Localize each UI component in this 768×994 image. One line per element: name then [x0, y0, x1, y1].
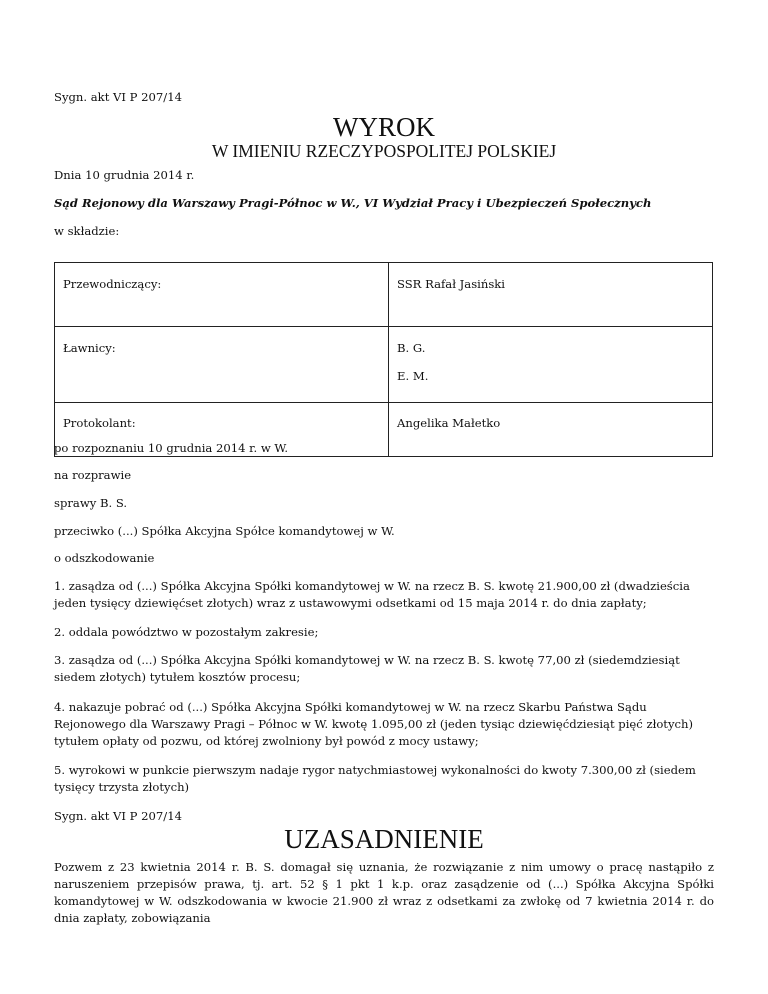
court-name: Sąd Rejonowy dla Warszawy Pragi-Północ w W., VI Wydział Pracy i Ubezpieczeń Społecznych	[54, 196, 652, 210]
case-number: Sygn. akt VI P 207/14	[54, 90, 182, 104]
composition-intro: w składzie:	[54, 224, 120, 238]
justification-text: Pozwem z 23 kwietnia 2014 r. B. S. domagał się uznania, że rozwiązanie z nim umowy o pracę nastąpiło z naruszeniem przepisów prawa, tj. art. 52 § 1 pkt 1 k.p. oraz zasądzenie od (...) Spółka Akcyjna Spółki komandytowej w W. odszkodowania w kwocie 21.900 zł wraz z odsetkami za zwłokę od 7 kwietnia 2014 r. do dnia zapłaty, zobowiązania	[54, 860, 714, 925]
chair-value-cell	[389, 263, 713, 327]
chair-row	[55, 263, 713, 327]
lay-judge-1: B. G.	[397, 341, 426, 355]
lay-judges-row	[55, 327, 713, 403]
proceedings-line-4: przeciwko (...) Spółka Akcyjna Spółce komandytowej w W.	[54, 524, 395, 538]
justification-title: UZASADNIENIE	[284, 824, 484, 854]
justification-case-number: Sygn. akt VI P 207/14	[54, 809, 182, 823]
lay-judges-value-cell	[389, 327, 713, 403]
ruling-item-1: 1. zasądza od (...) Spółka Akcyjna Spółki komandytowej w W. na rzecz B. S. kwotę 21.900,00 zł (dwadzieścia jeden tysięcy dziewięćset złotych) wraz z ustawowymi odsetkami od 15 maja 2014 r. do dnia zapłaty;	[54, 579, 690, 610]
proceedings-line-3: sprawy B. S.	[54, 496, 128, 510]
ruling-item-2: 2. oddala powództwo w pozostałym zakresie;	[54, 625, 319, 639]
lay-judge-2: E. M.	[397, 369, 429, 383]
chair-label-cell	[55, 263, 389, 327]
chair-value: SSR Rafał Jasiński	[397, 277, 506, 291]
composition-table	[54, 262, 713, 457]
proceedings-line-5: o odszkodowanie	[54, 551, 155, 565]
chair-label: Przewodniczący:	[63, 277, 162, 291]
proceedings-line-2: na rozprawie	[54, 468, 132, 482]
verdict-date: Dnia 10 grudnia 2014 r.	[54, 168, 195, 182]
verdict-subtitle: W IMIENIU RZECZYPOSPOLITEJ POLSKIEJ	[211, 141, 557, 161]
clerk-value-cell	[389, 403, 713, 457]
clerk-label: Protokolant:	[63, 416, 136, 430]
ruling-item-4: 4. nakazuje pobrać od (...) Spółka Akcyjna Spółki komandytowej w W. na rzecz Skarbu Państwa Sądu Rejonowego dla Warszawy Pragi – Północ w W. kwotę 1.095,00 zł (jeden tysiąc dziewięćdziesiąt pięć złotych) tytułem opłaty od pozwu, od której zwolniony był powód z mocy ustawy;	[54, 700, 693, 748]
proceedings-line-1: po rozpoznaniu 10 grudnia 2014 r. w W.	[54, 441, 289, 455]
ruling-item-3: 3. zasądza od (...) Spółka Akcyjna Spółki komandytowej w W. na rzecz B. S. kwotę 77,00 zł (siedemdziesiąt siedem złotych) tytułem kosztów procesu;	[54, 653, 680, 684]
clerk-value: Angelika Małetko	[397, 416, 501, 430]
lay-judges-label-cell	[55, 327, 389, 403]
ruling-item-5: 5. wyrokowi w punkcie pierwszym nadaje rygor natychmiastowej wykonalności do kwoty 7.300,00 zł (siedem tysięcy trzysta złotych)	[54, 763, 696, 794]
lay-judges-label: Ławnicy:	[63, 341, 116, 355]
verdict-title: WYROK	[333, 112, 435, 142]
